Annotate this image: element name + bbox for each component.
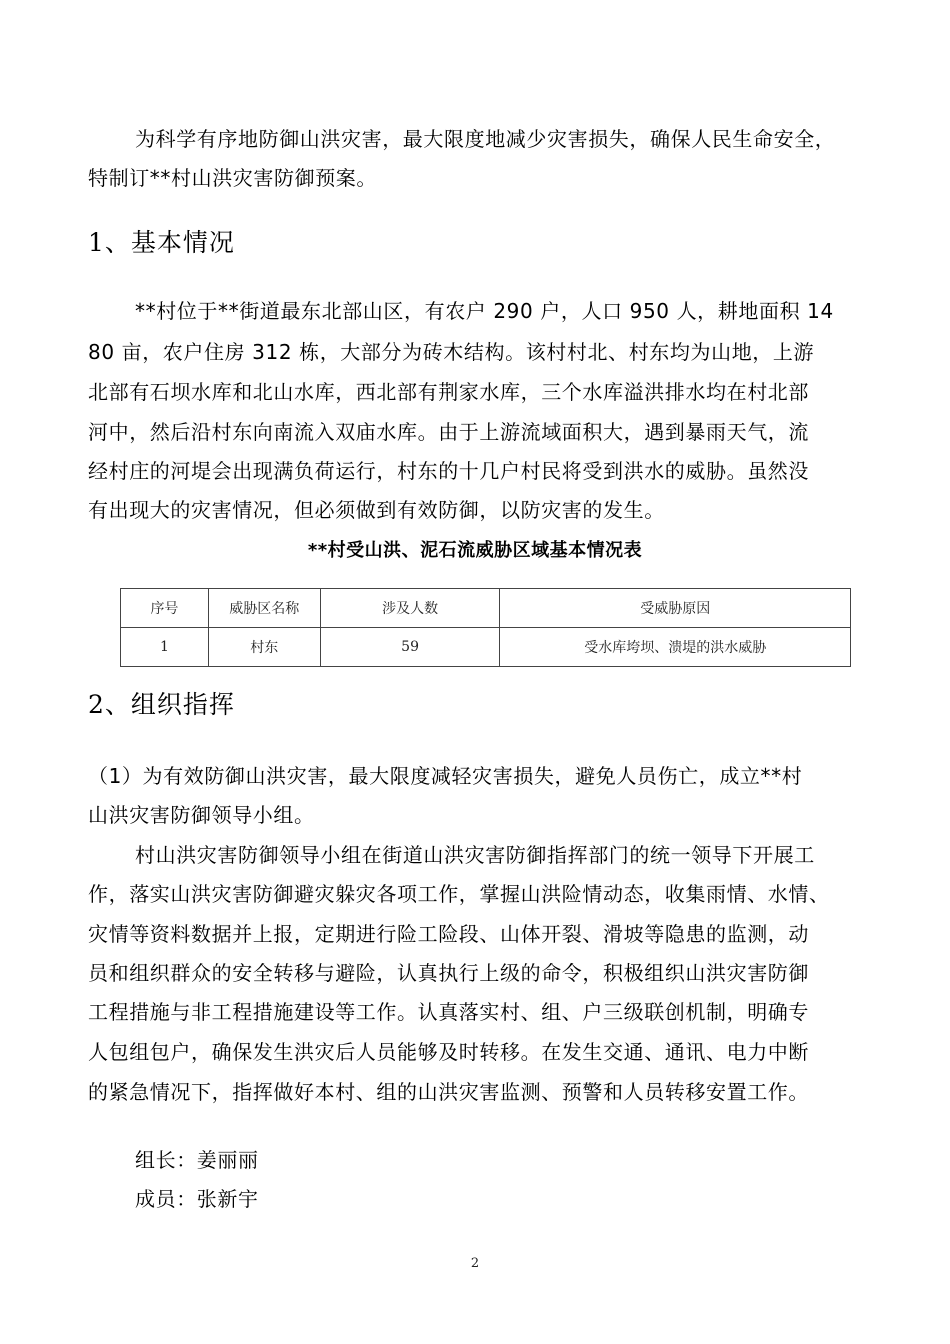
- section-2-heading: 2、组织指挥: [88, 690, 235, 719]
- section-2-para-2-line-1: 村山洪灾害防御领导小组在街道山洪灾害防御指挥部门的统一领导下开展工: [135, 843, 815, 867]
- table-cell: 村东: [208, 628, 320, 667]
- section-1-line-5: 经村庄的河堤会出现满负荷运行，村东的十几户村民将受到洪水的威胁。虽然没: [88, 459, 809, 483]
- threat-area-table: [120, 588, 851, 667]
- section-2-para-2-line-6: 人包组包户，确保发生洪灾后人员能够及时转移。在发生交通、通讯、电力中断: [88, 1040, 809, 1064]
- section-2-para-1-line-2: 山洪灾害防御领导小组。: [88, 803, 315, 827]
- section-2-para-2-line-7: 的紧急情况下，指挥做好本村、组的山洪灾害监测、预警和人员转移安置工作。: [88, 1080, 809, 1104]
- section-1-line-1: **村位于**街道最东北部山区，有农户 290 户，人口 950 人，耕地面积 14: [135, 299, 834, 323]
- section-2-para-2-line-4: 员和组织群众的安全转移与避险，认真执行上级的命令，积极组织山洪灾害防御: [88, 961, 809, 985]
- table-cell: 1: [121, 628, 209, 667]
- table-header-cell: 序号: [121, 589, 209, 628]
- table-cell: 59: [320, 628, 500, 667]
- group-member: 成员：张新宇: [135, 1187, 259, 1211]
- page-number: 2: [470, 1256, 480, 1271]
- section-1-heading: 1、基本情况: [88, 228, 235, 257]
- table-caption: **村受山洪、泥石流威胁区域基本情况表: [307, 540, 643, 561]
- intro-line-2: 特制订**村山洪灾害防御预案。: [88, 166, 377, 190]
- table-header-cell: 威胁区名称: [208, 589, 320, 628]
- table-cell: 受水库垮坝、溃堤的洪水威胁: [500, 628, 851, 667]
- section-1-line-6: 有出现大的灾害情况，但必须做到有效防御，以防灾害的发生。: [88, 498, 665, 522]
- table-header-cell: 涉及人数: [320, 589, 500, 628]
- table-row: [121, 628, 851, 667]
- section-2-para-2-line-3: 灾情等资料数据并上报，定期进行险工险段、山体开裂、滑坡等隐患的监测，动: [88, 922, 809, 946]
- section-2-para-2-line-2: 作，落实山洪灾害防御避灾躲灾各项工作，掌握山洪险情动态，收集雨情、水情、: [88, 882, 830, 906]
- intro-line-1: 为科学有序地防御山洪灾害，最大限度地减少灾害损失，确保人民生命安全，: [135, 127, 836, 151]
- section-1-line-4: 河中，然后沿村东向南流入双庙水库。由于上游流域面积大，遇到暴雨天气，流: [88, 420, 809, 444]
- section-2-para-1-line-1: （1）为有效防御山洪灾害，最大限度减轻灾害损失，避免人员伤亡，成立**村: [88, 764, 803, 788]
- table-header-row: [121, 589, 851, 628]
- group-leader: 组长：姜丽丽: [135, 1148, 259, 1172]
- section-2-para-2-line-5: 工程措施与非工程措施建设等工作。认真落实村、组、户三级联创机制，明确专: [88, 1000, 809, 1024]
- section-1-line-3: 北部有石坝水库和北山水库，西北部有荆家水库，三个水库溢洪排水均在村北部: [88, 380, 809, 404]
- section-1-line-2: 80 亩，农户住房 312 栋，大部分为砖木结构。该村村北、村东均为山地，上游: [88, 340, 815, 364]
- table-header-cell: 受威胁原因: [500, 589, 851, 628]
